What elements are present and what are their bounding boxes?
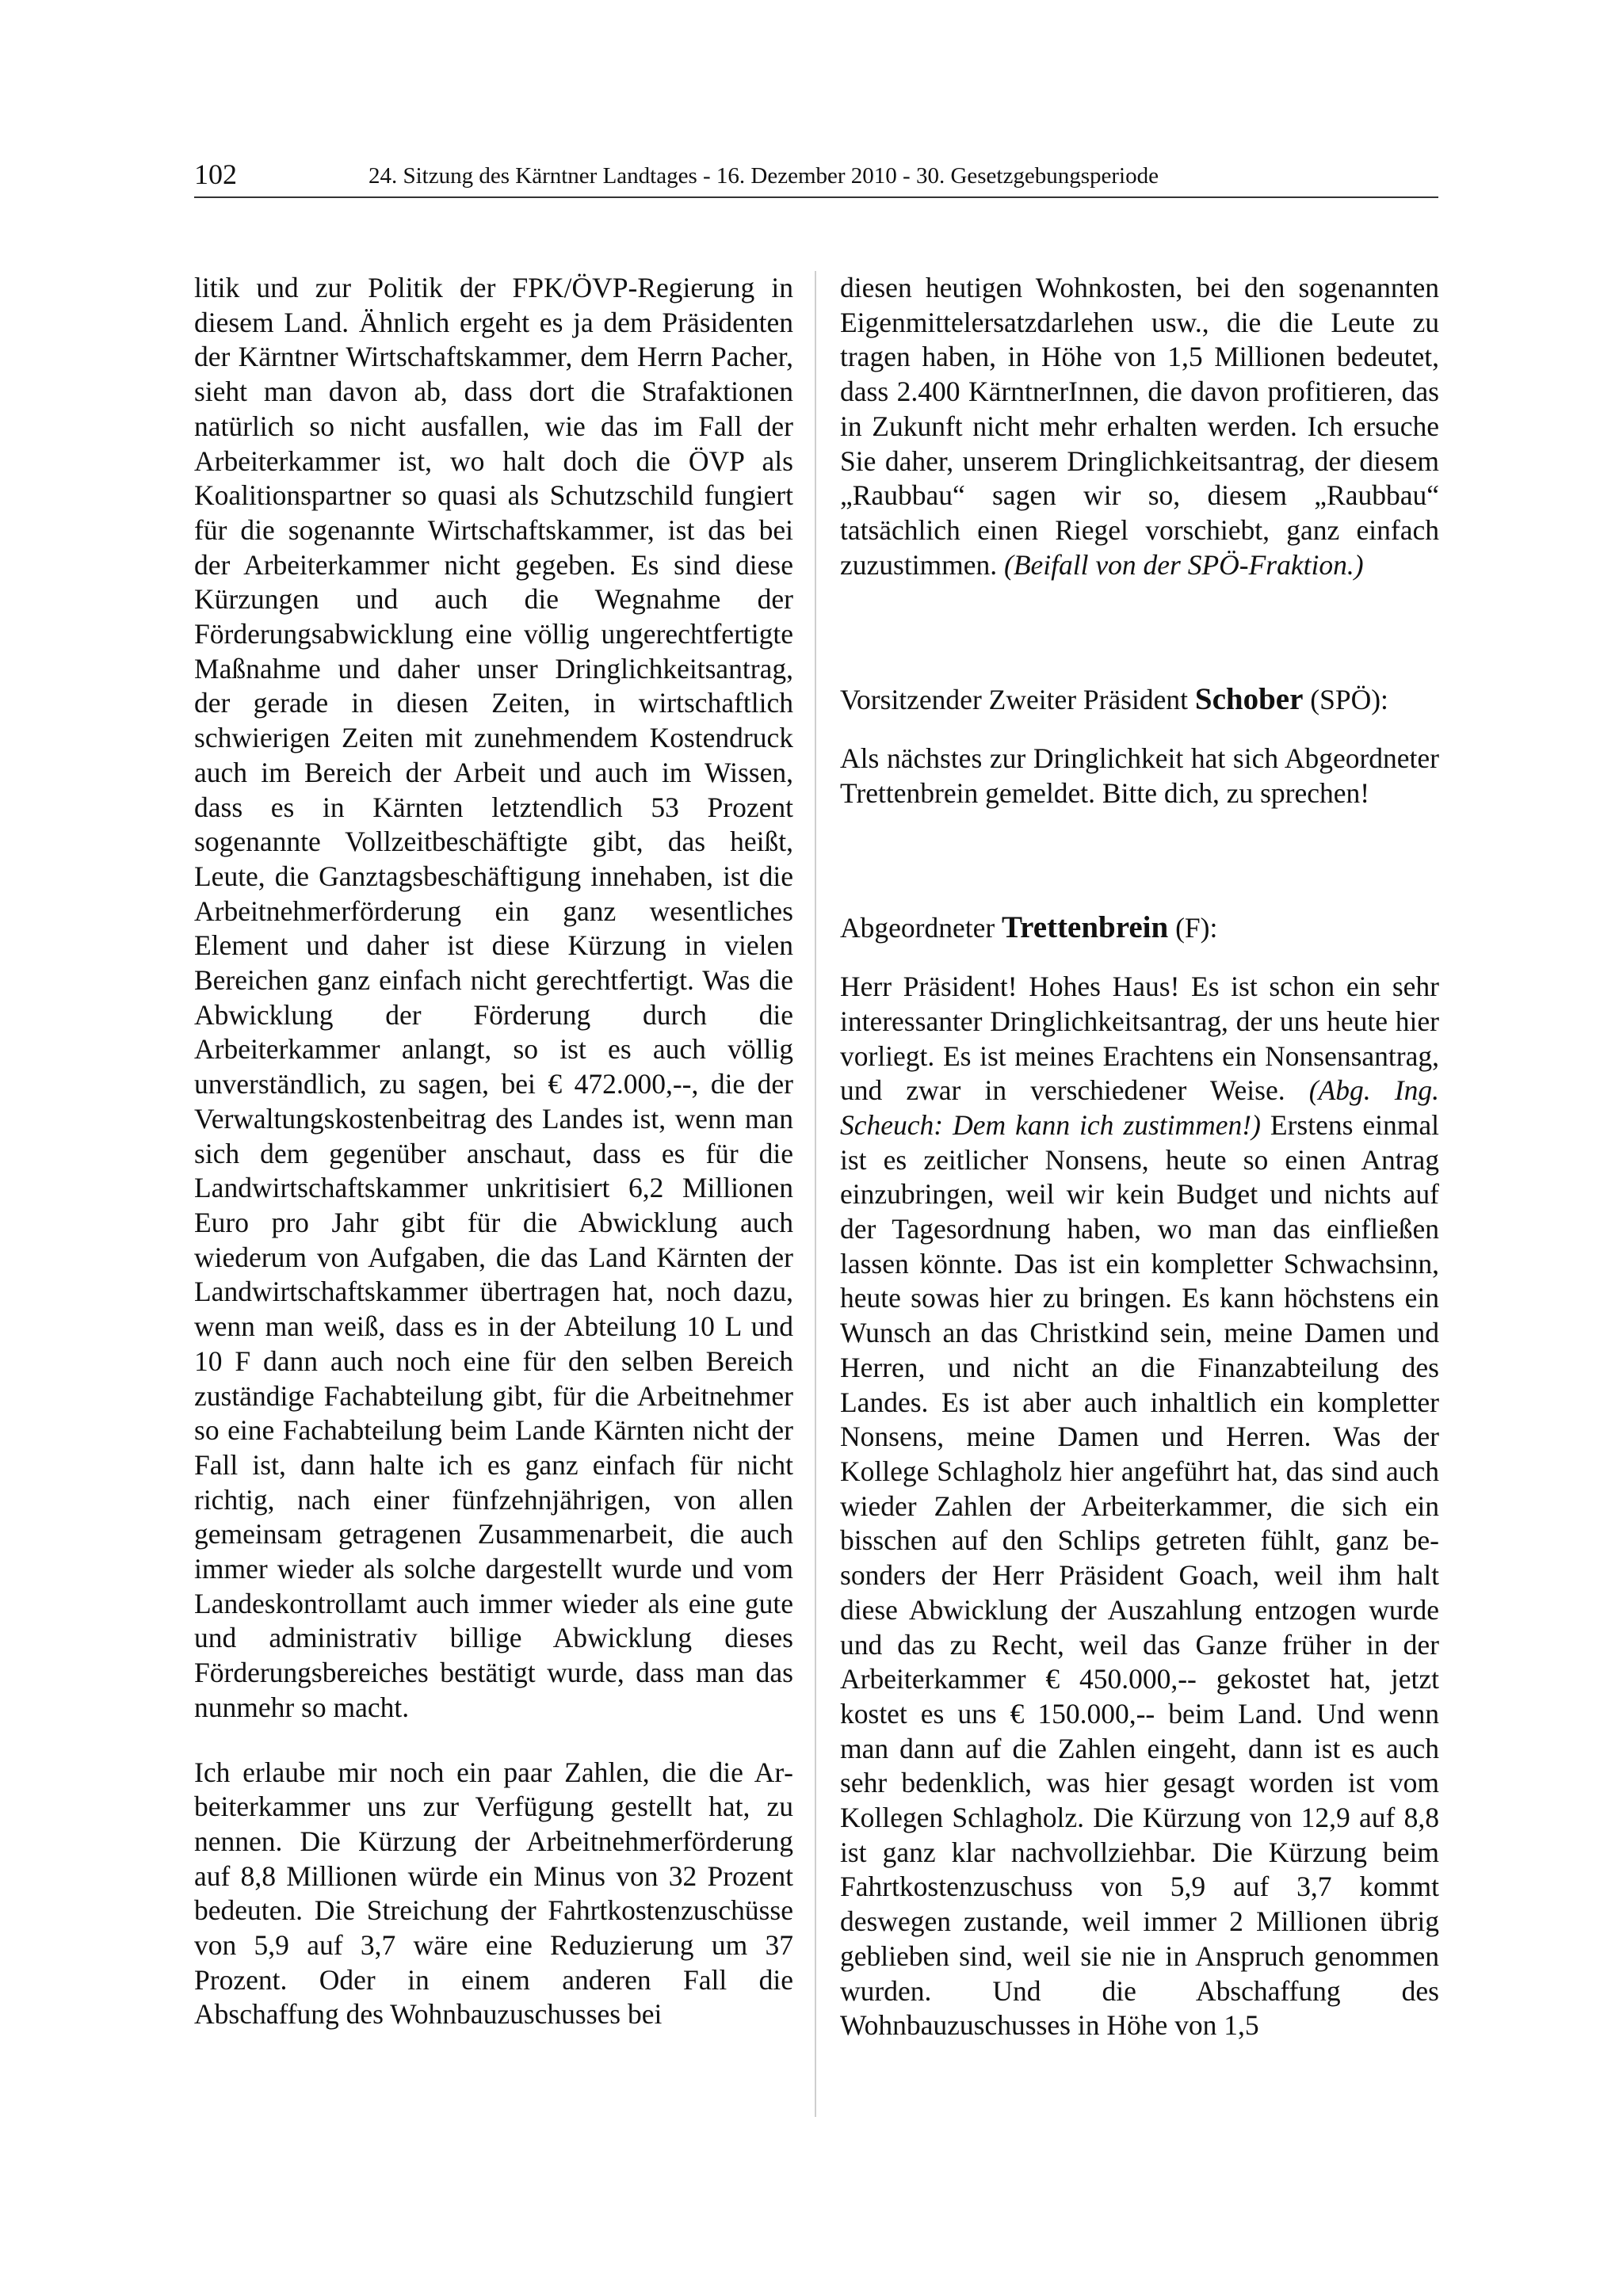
left-paragraph-1: litik und zur Politik der FPK/ÖVP-Regierung in diesem Land. Ähnlich ergeht es ja dem Präsidenten der Kärntner Wirtschaftskammer, dem Herrn Pacher, sieht man davon ab, dass dort die Strafaktionen natürlich so nicht ausfallen, wie das im Fall der Arbeiterkammer ist, wo halt doch die ÖVP als Koalitionspartner so quasi als Schutzschild fungiert für die sogenannte Wirtschaftskammer, ist das bei der Arbeiterkammer nicht gegeben. Es sind diese Kürzungen und auch die Wegnahme der Förderungsabwicklung eine völlig ungerechtfertigte Maßnahme und daher unser Dringlichkeitsantrag, der gerade in diesen Zeiten, in wirtschaftlich schwierigen Zeiten mit zunehmendem Kostendruck auch im Bereich der Arbeit und auch im Wissen, dass es in Kärnten letztendlich 53 Prozent sogenannte Vollzeitbeschäftigte gibt, das heißt, Leute, die Ganztagsbeschäftigung innehaben, ist die Arbeitnehmerförderung ein ganz wesentliches Element und daher ist diese Kürzung in vielen Bereichen ganz einfach nicht gerechtfertigt. Was die Abwicklung der Förderung durch die Arbeiterkammer anlangt, so ist es auch völlig unverständlich, zu sagen, bei € 472.000,--, die der Verwaltungskostenbeitrag des Landes ist, wenn man sich dem gegenüber anschaut, dass es für die Landwirtschaftskammer unkritisiert 6,2 Millionen Euro pro Jahr gibt für die Abwicklung auch wiederum von Aufgaben, die das Land Kärnten der Landwirtschaftskammer übertragen hat, noch dazu, wenn man weiß, dass es in der Abteilung 10 L und 10 F dann auch noch eine für den selben Bereich zuständige Fachabteilung gibt, für die Arbeitnehmer so eine Fachabteilung beim Lande Kärnten nicht der Fall ist, dann halte ich es ganz einfach für nicht richtig, nach einer fünfzehnjährigen, von allen gemeinsam getragenen Zusammenarbeit, die auch immer wieder als solche dargestellt wurde und vom Landeskontrollamt auch immer wieder als eine gute und administrativ billige Abwicklung dieses Förderungsbereiches bestätigt wurde, dass man das nunmehr so macht. [194,272,793,1723]
right-paragraph-2: Als nächstes zur Dringlichkeit hat sich Abgeordneter Trettenbrein gemeldet. Bitte dich, zu sprechen! [840,742,1439,809]
left-paragraph-2: Ich erlaube mir noch ein paar Zahlen, die die Arbeiterkammer uns zur Verfügung gestellt hat, zu nennen. Die Kürzung der Arbeitnehmerförderung auf 8,8 Millionen würde ein Minus von 32 Prozent bedeuten. Die Streichung der Fahrtkostenzuschüsse von 5,9 auf 3,7 wäre eine Reduzierung um 37 Prozent. Oder in einem anderen Fall die Abschaffung des Wohnbauzuschusses bei [194,1756,793,2031]
right-column [840,271,1439,2043]
left-column [194,271,793,2032]
right-paragraph-1-text: diesen heutigen Wohnkosten, bei den sogenannten Eigenmittelersatzdarlehen usw., die die Leute zu tragen haben, in Höhe von 1,5 Millionen bedeutet, dass 2.400 KärntnerInnen, die davon profitieren, das in Zukunft nicht mehr erhalten werden. Ich ersuche Sie daher, unserem Dringlichkeitsantrag, der diesem „Raubbau“ sagen wir so, diesem „Raubbau“ tatsächlich einen Riegel vorschiebt, ganz einfach zuzustimmen. [840,272,1439,581]
page-number: 102 [194,158,237,190]
column-divider [815,271,816,2117]
speaker-party: (SPÖ): [1303,684,1388,716]
speaker-name: Schober [1194,682,1304,717]
speaker-prefix: Vorsitzender Zweiter Präsident [840,684,1195,716]
speaker-prefix: Abgeordneter [840,912,1002,944]
page-header [194,155,1438,198]
speaker-heading-trettenbrein [840,910,1439,946]
speech-text-2: Erstens einmal ist es zeitlicher Nonsens, heute so einen Antrag einzubringen, weil wir kein Budget und nichts auf der Tagesordnung haben, wo man das einfließen lassen könnte. Das ist ein kompletter Schwachsinn, heute sowas hier zu bringen. Es kann höchstens ein Wunsch an das Christkind sein, meine Damen und Herren, und nicht an die Finanzabteilung des Landes. Es ist aber auch inhaltlich ein kompletter Nonsens, meine Damen und Herren. Was der Kollege Schlagholz hier angeführt hat, das sind auch wieder Zahlen der Arbeiterkammer, die sich ein bisschen auf den Schlips getreten fühlt, ganz besonders der Herr Präsident Goach, weil ihm halt diese Abwicklung der Auszahlung entzogen wurde und das zu Recht, weil das Ganze früher in der Arbeiterkammer € 450.000,-- gekostet hat, jetzt kostet es uns € 150.000,-- beim Land. Und wenn man dann auf die Zahlen eingeht, dann ist es auch sehr bedenklich, was hier gesagt worden ist vom Kollegen Schlagholz. Die Kürzung von 12,9 auf 8,8 ist ganz klar nachvollziehbar. Die Kürzung beim Fahrtkostenzuschuss von 5,9 auf 3,7 kommt deswegen zustande, weil immer 2 Millionen übrig geblieben sind, weil sie nie in Anspruch genommen wurden. Und die Abschaffung des Wohnbauzuschusses in Höhe von 1,5 [840,1108,1440,2042]
interjection-note: (Abg. Ing. Scheuch: Dem kann ich zustimmen!) [840,1074,1440,1141]
paragraph-gap [194,1726,793,1756]
speech-text-1: Herr Präsident! Hohes Haus! Es ist schon ein sehr interessanter Dringlichkeitsantrag, der uns heute hier vorliegt. Es ist meines Erachtens ein Nonsensantrag, und zwar in verschiedener Weise. [840,971,1439,1107]
right-paragraph-3 [840,970,1439,2043]
speaker-party: (F): [1168,912,1218,944]
applause-note: (Beifall von der SPÖ-Fraktion.) [1004,548,1364,581]
header-title: 24. Sitzung des Kärntner Landtages - 16. Dezember 2010 - 30. Gesetzgebungsperiode [369,163,1159,189]
right-paragraph-1 [840,271,1439,582]
speaker-name: Trettenbrein [1002,910,1169,945]
speaker-heading-schober [840,682,1439,718]
